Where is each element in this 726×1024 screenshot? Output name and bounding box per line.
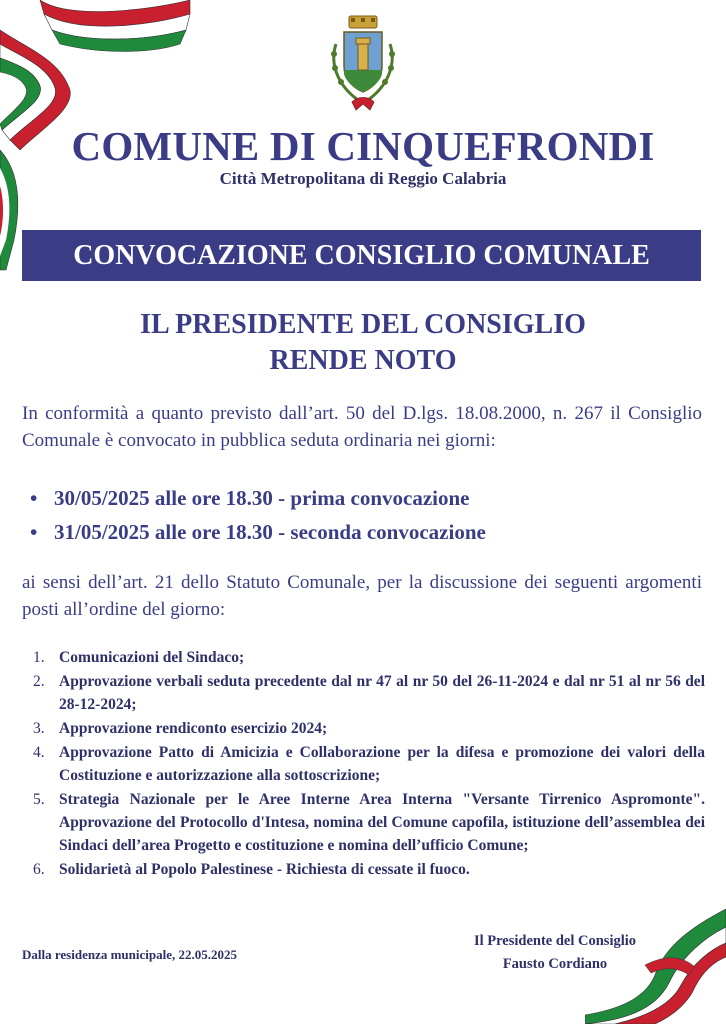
agenda-text: Approvazione verbali seduta precedente dal nr 47 al nr 50 del 26-11-2024 e dal nr 51 al nr 56 del 28-12-2024;: [59, 673, 705, 713]
meeting-date-text: 30/05/2025 alle ore 18.30 - prima convocazione: [54, 486, 470, 510]
agenda-text: Solidarietà al Popolo Palestinese - Richiesta di cessate il fuoco.: [59, 861, 470, 878]
agenda-item: [33, 646, 705, 669]
body-paragraph: ai sensi dell’art. 21 dello Statuto Comunale, per la discussione dei seguenti argomenti posti all’ordine del giorno:: [22, 572, 702, 620]
agenda-text: Approvazione rendiconto esercizio 2024;: [59, 720, 328, 737]
meeting-date-item: [30, 481, 486, 515]
intro-paragraph: In conformità a quanto previsto dall’art. 50 del D.lgs. 18.08.2000, n. 267 il Consiglio Comunale è convocato in pubblica seduta ordinaria nei giorni:: [22, 403, 702, 451]
bullet-icon: •: [30, 520, 38, 544]
signature-block: [430, 930, 680, 976]
banner-text: CONVOCAZIONE CONSIGLIO COMUNALE: [73, 239, 650, 271]
notice-banner: [22, 230, 701, 281]
municipality-title: COMUNE DI CINQUEFRONDI: [71, 123, 655, 169]
meeting-date-item: [30, 515, 486, 549]
agenda-item: [33, 670, 705, 716]
agenda-text: Strategia Nazionale per le Aree Interne Area Interna "Versante Tirrenico Aspromonte". Approvazione del Protocollo d'Intesa, nomina del Comune capofila, istituzione dell’assemblea dei Sindaci dell’area Progetto e costituzione e nomina dell’ufficio Comune;: [59, 791, 705, 854]
agenda-item: [33, 788, 705, 857]
agenda-list: [33, 646, 705, 882]
heading-line-2: RENDE NOTO: [269, 345, 457, 376]
agenda-item: [33, 741, 705, 787]
bullet-icon: •: [30, 486, 38, 510]
agenda-number: 4.: [33, 744, 45, 761]
signatory-role: Il Presidente del Consiglio: [473, 933, 637, 949]
agenda-text: Comunicazioni del Sindaco;: [59, 649, 245, 666]
municipality-subtitle: Città Metropolitana di Reggio Calabria: [219, 169, 507, 188]
coat-of-arms-icon: [322, 14, 404, 114]
meeting-date-text: 31/05/2025 alle ore 18.30 - seconda convocazione: [54, 520, 486, 544]
meeting-dates-list: [30, 481, 486, 549]
agenda-number: 2.: [33, 673, 45, 690]
agenda-text: Approvazione Patto di Amicizia e Collaborazione per la difesa e promozione dei valori della Costituzione e autorizzazione alla sottoscrizione;: [59, 744, 705, 784]
agenda-number: 6.: [33, 861, 45, 878]
agenda-item: [33, 717, 705, 740]
agenda-number: 3.: [33, 720, 45, 737]
agenda-item: [33, 858, 705, 881]
heading-line-1: IL PRESIDENTE DEL CONSIGLIO: [140, 309, 586, 340]
agenda-number: 5.: [33, 791, 45, 808]
place-date: Dalla residenza municipale, 22.05.2025: [22, 947, 237, 962]
signatory-name: Fausto Cordiano: [502, 956, 608, 972]
agenda-number: 1.: [33, 649, 45, 666]
